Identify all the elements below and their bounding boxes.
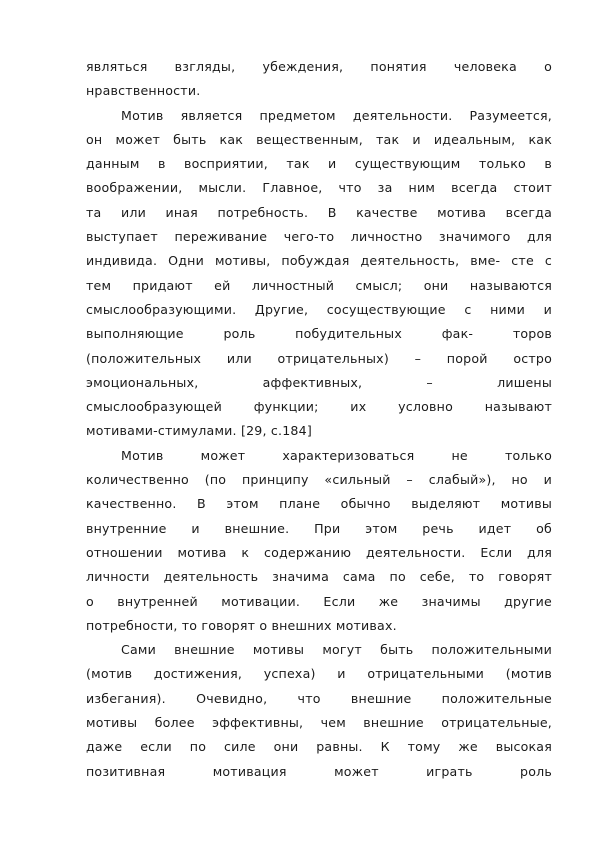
text-line: Мотив является предметом деятельности. Разумеется,: [121, 107, 552, 123]
paragraph-1: [86, 55, 552, 104]
text-line: даже если по силе они равны. К тому же высокая: [86, 739, 552, 755]
text-line: индивида. Одни мотивы, побуждая деятельность, вме- сте с: [86, 253, 552, 269]
text-line: мотивы более эффективны, чем внешние отрицательные,: [86, 715, 552, 731]
text-line: (мотив достижения, успеха) и отрицательными (мотив: [86, 666, 552, 682]
document-text: [86, 55, 552, 784]
text-line: качественно. В этом плане обычно выделяют мотивы: [86, 496, 552, 512]
text-line: внутренние и внешние. При этом речь идет об: [86, 520, 552, 536]
paragraph-2: [86, 104, 552, 444]
paragraph-3: [86, 444, 552, 638]
text-line: мотивами-стимулами. [29, с.184]: [86, 423, 312, 439]
text-line: потребности, то говорят о внешних мотивах.: [86, 617, 397, 633]
text-line: Мотив может характеризоваться не только: [121, 447, 552, 463]
text-line: смыслообразующей функции; их условно называют: [86, 399, 552, 415]
text-line: нравственности.: [86, 83, 201, 99]
text-line: о внутренней мотивации. Если же значимы другие: [86, 593, 552, 609]
text-line: Сами внешние мотивы могут быть положительными: [121, 642, 552, 658]
text-line: (положительных или отрицательных) – порой остро: [86, 350, 552, 366]
text-line: избегания). Очевидно, что внешние положительные: [86, 690, 552, 706]
text-line: тем придают ей личностный смысл; они называются: [86, 277, 552, 293]
text-line: являться взгляды, убеждения, понятия человека о: [86, 59, 552, 74]
text-line: эмоциональных, аффективных, – лишены: [86, 374, 552, 390]
text-line: выступает переживание чего-то личностно значимого для: [86, 229, 552, 245]
text-line: данным в восприятии, так и существующим только в: [86, 156, 552, 172]
text-line: воображении, мысли. Главное, что за ним всегда стоит: [86, 180, 552, 196]
text-line: количественно (по принципу «сильный – слабый»), но и: [86, 472, 552, 488]
text-line: личности деятельность значима сама по себе, то говорят: [86, 569, 552, 585]
text-line: выполняющие роль побудительных фак- торов: [86, 326, 552, 342]
text-line: отношении мотива к содержанию деятельности. Если для: [86, 544, 552, 560]
text-line: та или иная потребность. В качестве мотива всегда: [86, 204, 552, 220]
text-line: смыслообразующими. Другие, сосуществующие с ними и: [86, 301, 552, 317]
text-line: позитивная мотивация может играть роль: [86, 763, 552, 779]
paragraph-4: [86, 638, 552, 784]
text-line: он может быть как вещественным, так и идеальным, как: [86, 131, 552, 147]
